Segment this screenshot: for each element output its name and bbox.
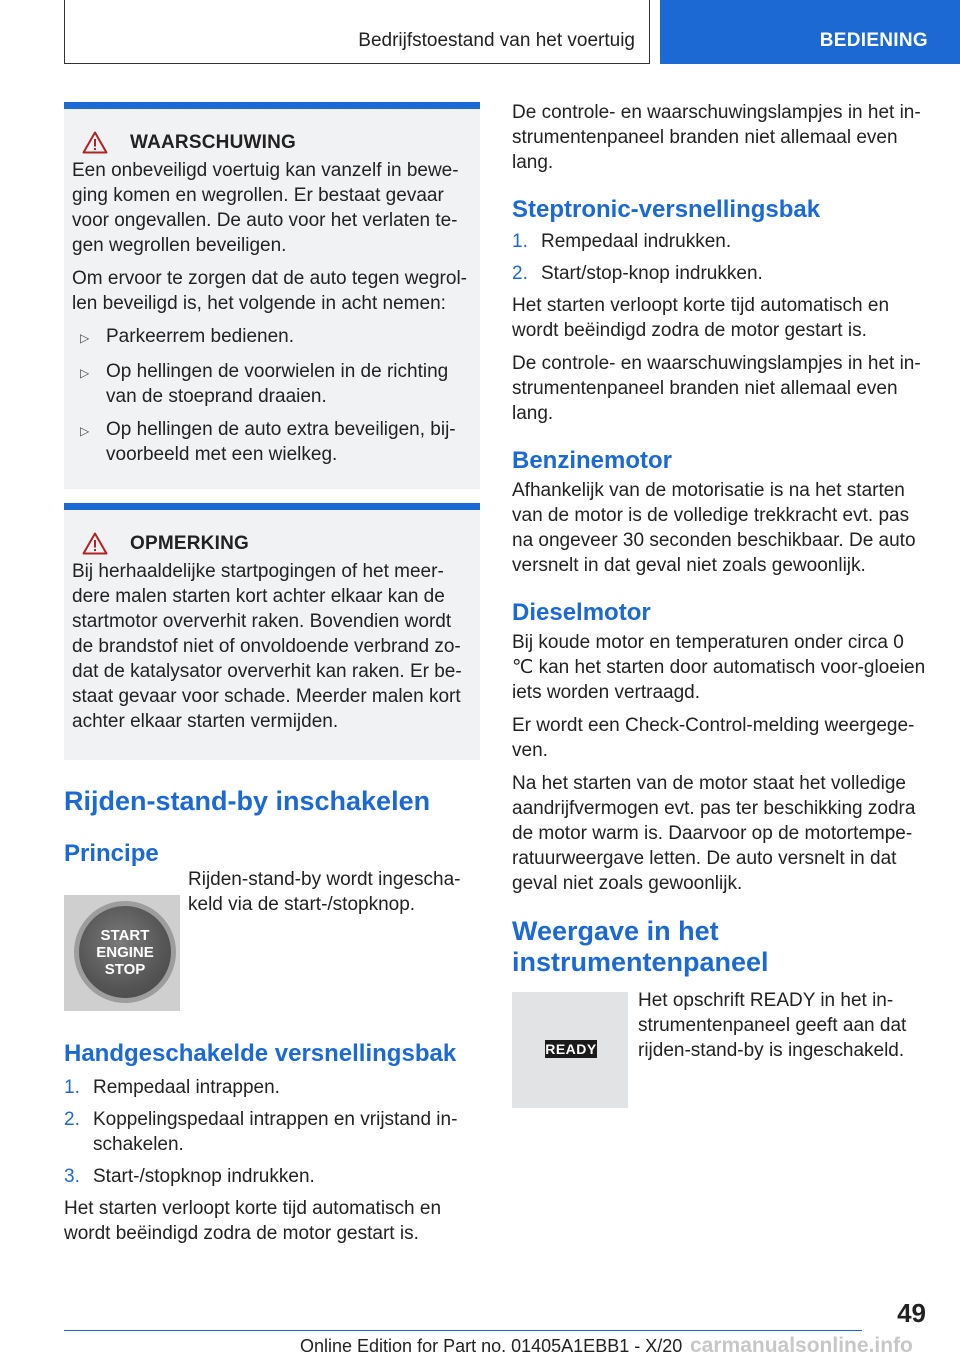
- warning-header: [82, 131, 472, 154]
- warning-list: [72, 324, 472, 467]
- ready-indicator: READY: [545, 1041, 597, 1057]
- start-stop-button-icon: [74, 901, 176, 1003]
- manual-after-text: Het starten verloopt korte tijd automatisch en wordt beëindigd zodra de motor gestart is.: [64, 1198, 442, 1244]
- footer-edition-text: Online Edition for Part no. 01405A1EBB1 - X/20: [300, 1336, 683, 1356]
- header-chapter-label: BEDIENING: [819, 30, 928, 51]
- display-heading: Weergave in het instrumentenpaneel: [512, 916, 769, 977]
- step-text: Rempedaal intrappen.: [93, 1077, 280, 1098]
- warning-triangle-icon: [82, 532, 108, 555]
- warning-triangle-icon: [82, 131, 108, 154]
- list-item: [64, 1075, 480, 1100]
- warning-box: [64, 102, 480, 489]
- display-text: Het opschrift READY in het in-strumentenpaneel geeft aan dat rijden-stand-by is ingeschakeld.: [638, 990, 907, 1061]
- diesel-paragraph-2: Er wordt een Check-Control-melding weergege-ven.: [512, 715, 915, 761]
- step-text: Koppelingspedaal intrappen en vrijstand in-schakelen.: [93, 1109, 458, 1155]
- step-text: Start/stop-knop indrukken.: [541, 263, 763, 284]
- header-chapter-tab: [660, 0, 960, 64]
- step-text: Start-/stopknop indrukken.: [93, 1166, 315, 1187]
- list-item: [512, 229, 926, 254]
- principle-text: Rijden-stand-by wordt ingescha-keld via de start-/stopknop.: [188, 869, 461, 915]
- triangle-bullet-icon: ▷: [80, 424, 90, 438]
- warning-paragraph-1: Een onbeveiligd voertuig kan vanzelf in bewe-ging komen en wegrollen. Er bestaat gevaar voor ongevallen. De auto voor het verlaten te-gen wegrollen beveiligen.: [72, 160, 459, 256]
- note-box: [64, 503, 480, 760]
- list-item: [64, 1107, 480, 1157]
- triangle-bullet-icon: ▷: [80, 331, 90, 345]
- warning-paragraph-2: Om ervoor te zorgen dat de auto tegen wegrol-len beveiligd is, het volgende in acht nemen:: [72, 268, 468, 314]
- left-column: [64, 102, 480, 1246]
- footer-divider: [64, 1330, 862, 1331]
- petrol-heading: Benzinemotor: [512, 447, 673, 474]
- list-item: [64, 1164, 480, 1189]
- steptronic-paragraph-2: De controle- en waarschuwingslampjes in het in-strumentenpaneel branden niet allemaal even lang.: [512, 353, 921, 424]
- standby-heading: Rijden-stand-by inschakelen: [64, 786, 431, 816]
- start-stop-button-image: [64, 895, 180, 1011]
- header-section-title: Bedrijfstoestand van het voertuig: [358, 30, 635, 51]
- diesel-heading: Dieselmotor: [512, 599, 651, 626]
- note-paragraph: Bij herhaaldelijke startpogingen of het meer-dere malen starten kort achter elkaar kan de startmotor oververhit raken. Bovendien wordt de brandstof niet of onvoldoende verbrand zo-dat de katalysator oververhit kan raken. Er be-staat gevaar voor schade. Meerder malen kort achter elkaar starten vermijden.: [72, 561, 462, 732]
- step-number: 1.: [64, 1077, 80, 1098]
- intro-text: De controle- en waarschuwingslampjes in het in-strumentenpaneel branden niet allemaal even lang.: [512, 102, 921, 173]
- steptronic-paragraph-1: Het starten verloopt korte tijd automatisch en wordt beëindigd zodra de motor gestart is.: [512, 295, 890, 341]
- list-item: [72, 324, 472, 351]
- step-number: 3.: [64, 1166, 80, 1187]
- steptronic-heading: Steptronic-versnellingsbak: [512, 196, 821, 223]
- header-section-box: [64, 0, 650, 64]
- list-item-text: Op hellingen de voorwielen in de richting van de stoeprand draaien.: [106, 361, 449, 407]
- ready-display-image: [512, 992, 628, 1108]
- warning-title: WAARSCHUWING: [130, 131, 296, 153]
- list-item-text: Parkeerrem bedienen.: [106, 326, 294, 347]
- petrol-text: Afhankelijk van de motorisatie is na het starten van de motor is de volledige trekkracht evt. pas na ongeveer 30 seconden beschikbaar. De auto versnelt in dat geval niet zoals gewoonlijk.: [512, 480, 916, 576]
- step-number: 2.: [512, 263, 528, 284]
- right-column: [512, 100, 926, 1108]
- diesel-paragraph-3: Na het starten van de motor staat het volledige aandrijfvermogen evt. pas ter beschikking zodra de motor warm is. Daarvoor op de motortempe-ratuurweergave letten. De auto versnelt in dat geval niet zoals gewoonlijk.: [512, 773, 916, 894]
- page-number: 49: [897, 1298, 926, 1328]
- list-item: [72, 359, 472, 409]
- manual-steps: [64, 1075, 480, 1189]
- list-item-text: Op hellingen de auto extra beveiligen, bij-voorbeeld met een wielkeg.: [106, 419, 456, 465]
- step-text: Rempedaal indrukken.: [541, 231, 732, 252]
- list-item: [512, 261, 926, 286]
- note-title: OPMERKING: [130, 532, 249, 554]
- principle-row: [64, 867, 480, 1011]
- note-header: [82, 532, 472, 555]
- manual-heading: Handgeschakelde versnellingsbak: [64, 1040, 457, 1067]
- list-item: [72, 417, 472, 467]
- triangle-bullet-icon: ▷: [80, 366, 90, 380]
- button-text-stop: STOP: [104, 960, 146, 978]
- diesel-paragraph-1: Bij koude motor en temperaturen onder circa 0 ℃ kan het starten door automatisch voor-gloeien iets worden vertraagd.: [512, 632, 926, 703]
- display-row: [512, 992, 926, 1108]
- button-text-engine: ENGINE: [96, 943, 154, 961]
- step-number: 2.: [64, 1109, 80, 1130]
- principle-heading: Principe: [64, 840, 159, 867]
- steptronic-steps: [512, 229, 926, 286]
- step-number: 1.: [512, 231, 528, 252]
- watermark-text: carmanualsonline.info: [690, 1334, 913, 1357]
- button-text-start: START: [100, 926, 150, 944]
